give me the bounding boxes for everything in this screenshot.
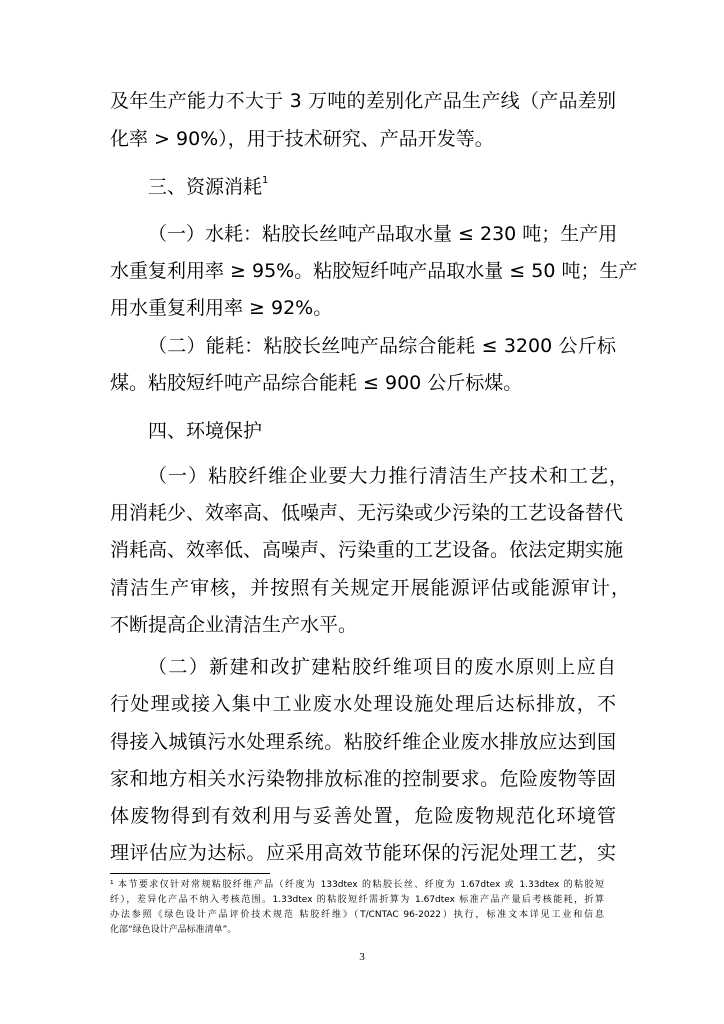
footnote-line-3: 办法参照《绿色设计产品评价技术规范 粘胶纤维》（T/CNTAC 96-2022）执行，标准文本详见工业和信息 bbox=[110, 910, 604, 920]
body-line-14: 不断提高企业清洁生产水平。 bbox=[110, 614, 358, 636]
body-line-19: 体废物得到有效利用与妥善处置，危险废物规范化环境管 bbox=[110, 805, 616, 827]
body-line-7: （二）能耗：粘胶长丝吨产品综合能耗 ≤ 3200 公斤标 bbox=[148, 335, 616, 357]
body-line-17: 得接入城镇污水处理系统。粘胶纤维企业废水排放应达到国 bbox=[110, 731, 616, 753]
section-heading-text: 三、资源消耗 bbox=[148, 176, 263, 198]
footnote-ref-marker: 1 bbox=[262, 175, 269, 186]
body-line-18: 家和地方相关水污染物排放标准的控制要求。危险废物等固 bbox=[110, 768, 616, 790]
body-line-2: 化率 > 90%），用于技术研究、产品开发等。 bbox=[110, 128, 494, 150]
body-line-15: （二）新建和改扩建粘胶纤维项目的废水原则上应自 bbox=[148, 656, 616, 678]
section-heading-environment: 四、环境保护 bbox=[148, 420, 263, 442]
body-line-12: 消耗高、效率低、高噪声、污染重的工艺设备。依法定期实施 bbox=[110, 539, 624, 561]
body-line-16: 行处理或接入集中工业废水处理设施处理后达标排放，不 bbox=[110, 693, 616, 715]
body-line-13: 清洁生产审核，并按照有关规定开展能源评估或能源审计， bbox=[110, 577, 630, 599]
footnote-separator bbox=[110, 873, 270, 874]
body-line-4: （一）水耗：粘胶长丝吨产品取水量 ≤ 230 吨；生产用 bbox=[148, 223, 618, 245]
footnote-line-4: 化部“绿色设计产品标准清单”。 bbox=[110, 925, 237, 935]
body-line-6: 用水重复利用率 ≥ 92%。 bbox=[110, 297, 333, 319]
body-line-11: 用消耗少、效率高、低噪声、无污染或少污染的工艺设备替代 bbox=[110, 502, 624, 524]
body-line-5: 水重复利用率 ≥ 95%。粘胶短纤吨产品取水量 ≤ 50 吨；生产 bbox=[110, 260, 638, 282]
body-line-1: 及年生产能力不大于 3 万吨的差别化产品生产线（产品差别 bbox=[110, 90, 616, 112]
section-heading-resources bbox=[148, 174, 268, 200]
footnote-line-1: ¹ 本节要求仅针对常规粘胶纤维产品（纤度为 133dtex 的粘胶长丝、纤度为 1.67dtex 或 1.33dtex 的粘胶短 bbox=[110, 880, 604, 890]
page-number: 3 bbox=[359, 951, 365, 963]
footnote-line-2: 纤），差异化产品不纳入考核范围。1.33dtex 的粘胶短纤需折算为 1.67dtex 标准产品产量后考核能耗，折算 bbox=[110, 895, 604, 905]
body-line-10: （一）粘胶纤维企业要大力推行清洁生产技术和工艺， bbox=[148, 465, 628, 487]
body-line-8: 煤。粘胶短纤吨产品综合能耗 ≤ 900 公斤标煤。 bbox=[110, 372, 523, 394]
body-line-20: 理评估应为达标。应采用高效节能环保的污泥处理工艺，实 bbox=[110, 842, 616, 864]
